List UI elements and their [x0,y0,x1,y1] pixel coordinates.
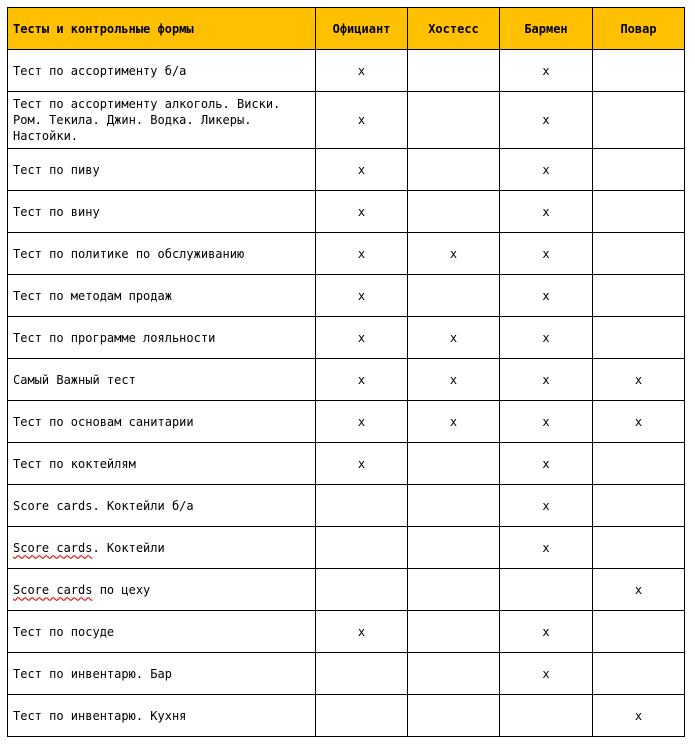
bartender-mark [500,695,593,737]
waiter-mark: x [316,359,408,401]
waiter-mark: x [316,191,408,233]
test-name-rest: . Коктейли [92,540,165,555]
bartender-mark: x [500,191,593,233]
cook-mark [593,527,685,569]
table-row [8,275,685,317]
test-name: Тест по ассортименту б/а [8,50,316,92]
waiter-mark: x [316,611,408,653]
test-name [8,569,316,611]
test-name: Тест по коктейлям [8,443,316,485]
bartender-mark [500,569,593,611]
table-row [8,149,685,191]
test-name-rest: по цеху [92,582,151,597]
table-row [8,317,685,359]
cook-mark [593,191,685,233]
test-name: Тест по инвентарю. Кухня [8,695,316,737]
waiter-mark: x [316,275,408,317]
waiter-mark [316,569,408,611]
hostess-mark: x [408,359,500,401]
test-name: Тест по основам санитарии [8,401,316,443]
cook-mark: x [593,695,685,737]
bartender-mark: x [500,653,593,695]
cook-mark: x [593,359,685,401]
waiter-mark: x [316,92,408,149]
cook-mark: x [593,401,685,443]
table-row [8,233,685,275]
cook-mark [593,149,685,191]
cook-mark [593,233,685,275]
hostess-mark [408,92,500,149]
bartender-mark: x [500,92,593,149]
hostess-mark: x [408,317,500,359]
test-name: Тест по посуде [8,611,316,653]
test-name: Тест по пиву [8,149,316,191]
hostess-mark: x [408,233,500,275]
cook-mark: x [593,569,685,611]
hostess-mark [408,485,500,527]
hostess-mark: x [408,401,500,443]
test-name [8,527,316,569]
header-tests: Тесты и контрольные формы [8,8,316,50]
table-row [8,50,685,92]
hostess-mark [408,611,500,653]
waiter-mark [316,527,408,569]
table-row [8,611,685,653]
bartender-mark: x [500,149,593,191]
spellcheck-underlined-text: Score cards [13,582,93,597]
cook-mark [593,611,685,653]
test-name: Score cards. Коктейли б/а [8,485,316,527]
cook-mark [593,275,685,317]
cook-mark [593,653,685,695]
table-row [8,695,685,737]
bartender-mark: x [500,443,593,485]
test-name: Тест по политике по обслуживанию [8,233,316,275]
cook-mark [593,443,685,485]
bartender-mark: x [500,527,593,569]
bartender-mark: x [500,50,593,92]
table-row [8,92,685,149]
tests-table [7,7,685,737]
waiter-mark: x [316,50,408,92]
hostess-mark [408,191,500,233]
header-row [8,8,685,50]
waiter-mark: x [316,233,408,275]
table-row [8,569,685,611]
cook-mark [593,317,685,359]
test-name: Тест по программе лояльности [8,317,316,359]
test-name: Самый Важный тест [8,359,316,401]
header-bartender: Бармен [500,8,593,50]
waiter-mark [316,485,408,527]
waiter-mark [316,653,408,695]
hostess-mark [408,50,500,92]
bartender-mark: x [500,485,593,527]
bartender-mark: x [500,401,593,443]
hostess-mark [408,653,500,695]
bartender-mark: x [500,233,593,275]
hostess-mark [408,275,500,317]
bartender-mark: x [500,611,593,653]
hostess-mark [408,527,500,569]
table-row [8,191,685,233]
waiter-mark [316,695,408,737]
table-row [8,653,685,695]
hostess-mark [408,443,500,485]
waiter-mark: x [316,401,408,443]
bartender-mark: x [500,317,593,359]
test-name: Тест по ассортименту алкоголь. Виски. Ром. Текила. Джин. Водка. Ликеры. Настойки. [8,92,316,149]
header-cook: Повар [593,8,685,50]
table-row [8,527,685,569]
waiter-mark: x [316,443,408,485]
cook-mark [593,485,685,527]
waiter-mark: x [316,149,408,191]
waiter-mark: x [316,317,408,359]
bartender-mark: x [500,275,593,317]
test-name: Тест по вину [8,191,316,233]
header-waiter: Официант [316,8,408,50]
test-name: Тест по инвентарю. Бар [8,653,316,695]
table-row [8,485,685,527]
table-row [8,401,685,443]
test-name: Тест по методам продаж [8,275,316,317]
bartender-mark: x [500,359,593,401]
spellcheck-underlined-text: Score cards [13,540,93,555]
hostess-mark [408,569,500,611]
table-row [8,443,685,485]
cook-mark [593,92,685,149]
cook-mark [593,50,685,92]
hostess-mark [408,695,500,737]
hostess-mark [408,149,500,191]
table-row [8,359,685,401]
header-hostess: Хостесс [408,8,500,50]
